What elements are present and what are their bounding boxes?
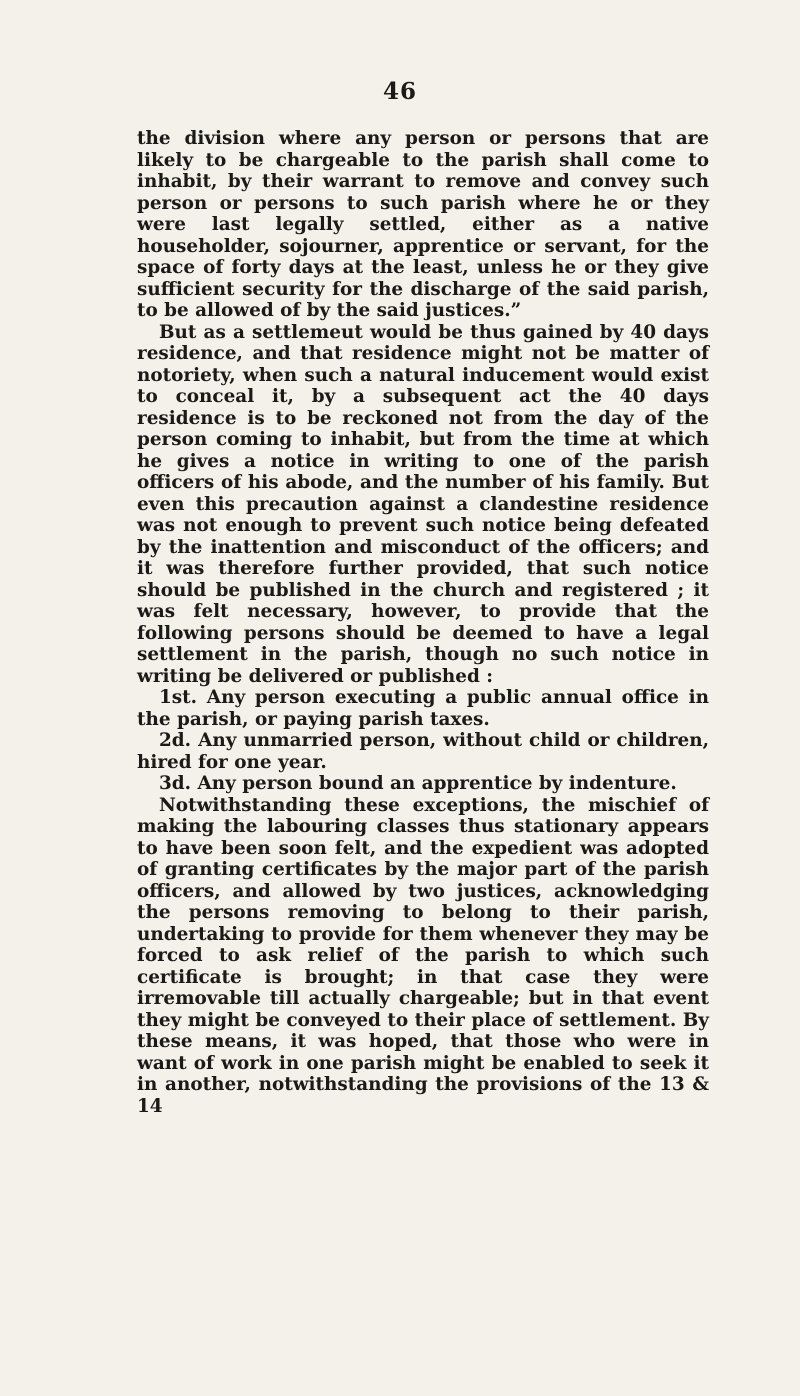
page-number: 46 <box>382 78 417 105</box>
body-text <box>137 128 709 1117</box>
paragraph-certificates: Notwithstanding these exceptions, the mischief of making the labouring classes thus stationary appears to have been soon felt, and the expedient was adopted of granting certificates by the major part of the parish officers, and allowed by two justices, acknowledging the persons removing to belong to their parish, undertaking to provide for them whenever they may be forced to ask relief of the parish to which such certificate is brought; in that case they were irremovable till actually chargeable; but in that event they might be conveyed to their place of settlement. By these means, it was hoped, that those who were in want of work in one parish might be enabled to seek it in another, notwithstanding the provisions of the 13 & 14 <box>137 794 709 1117</box>
list-item-second: 2d. Any unmarried person, without child or children, hired for one year. <box>137 730 709 773</box>
paragraph-continuation: the division where any person or persons that are likely to be chargeable to the parish shall come to inhabit, by their warrant to remove and convey such person or persons to such parish where he or they were last legally settled, either as a native householder, sojourner, apprentice or servant, for the space of forty days at the least, unless he or they give sufficient security for the discharge of the said parish, to be allowed of by the said justices.” <box>137 128 709 321</box>
list-item-third: 3d. Any person bound an apprentice by indenture. <box>159 773 677 794</box>
list-item-first: 1st. Any person executing a public annual office in the parish, or paying parish taxes. <box>137 687 709 730</box>
paragraph-settlement: But as a settlemeut would be thus gained by 40 days residence, and that residence might not be matter of notoriety, when such a natural inducement would exist to conceal it, by a subsequent act the 40 days residence is to be reckoned not from the day of the person coming to inhabit, but from the time at which he gives a notice in writing to one of the parish officers of his abode, and the number of his family. But even this precaution against a clandestine residence was not enough to prevent such notice being defeated by the inattention and misconduct of the officers; and it was therefore further provided, that such notice should be published in the church and registered ; it was felt necessary, however, to provide that the following persons should be deemed to have a legal settlement in the parish, though no such notice in writing be delivered or published : <box>137 321 709 687</box>
